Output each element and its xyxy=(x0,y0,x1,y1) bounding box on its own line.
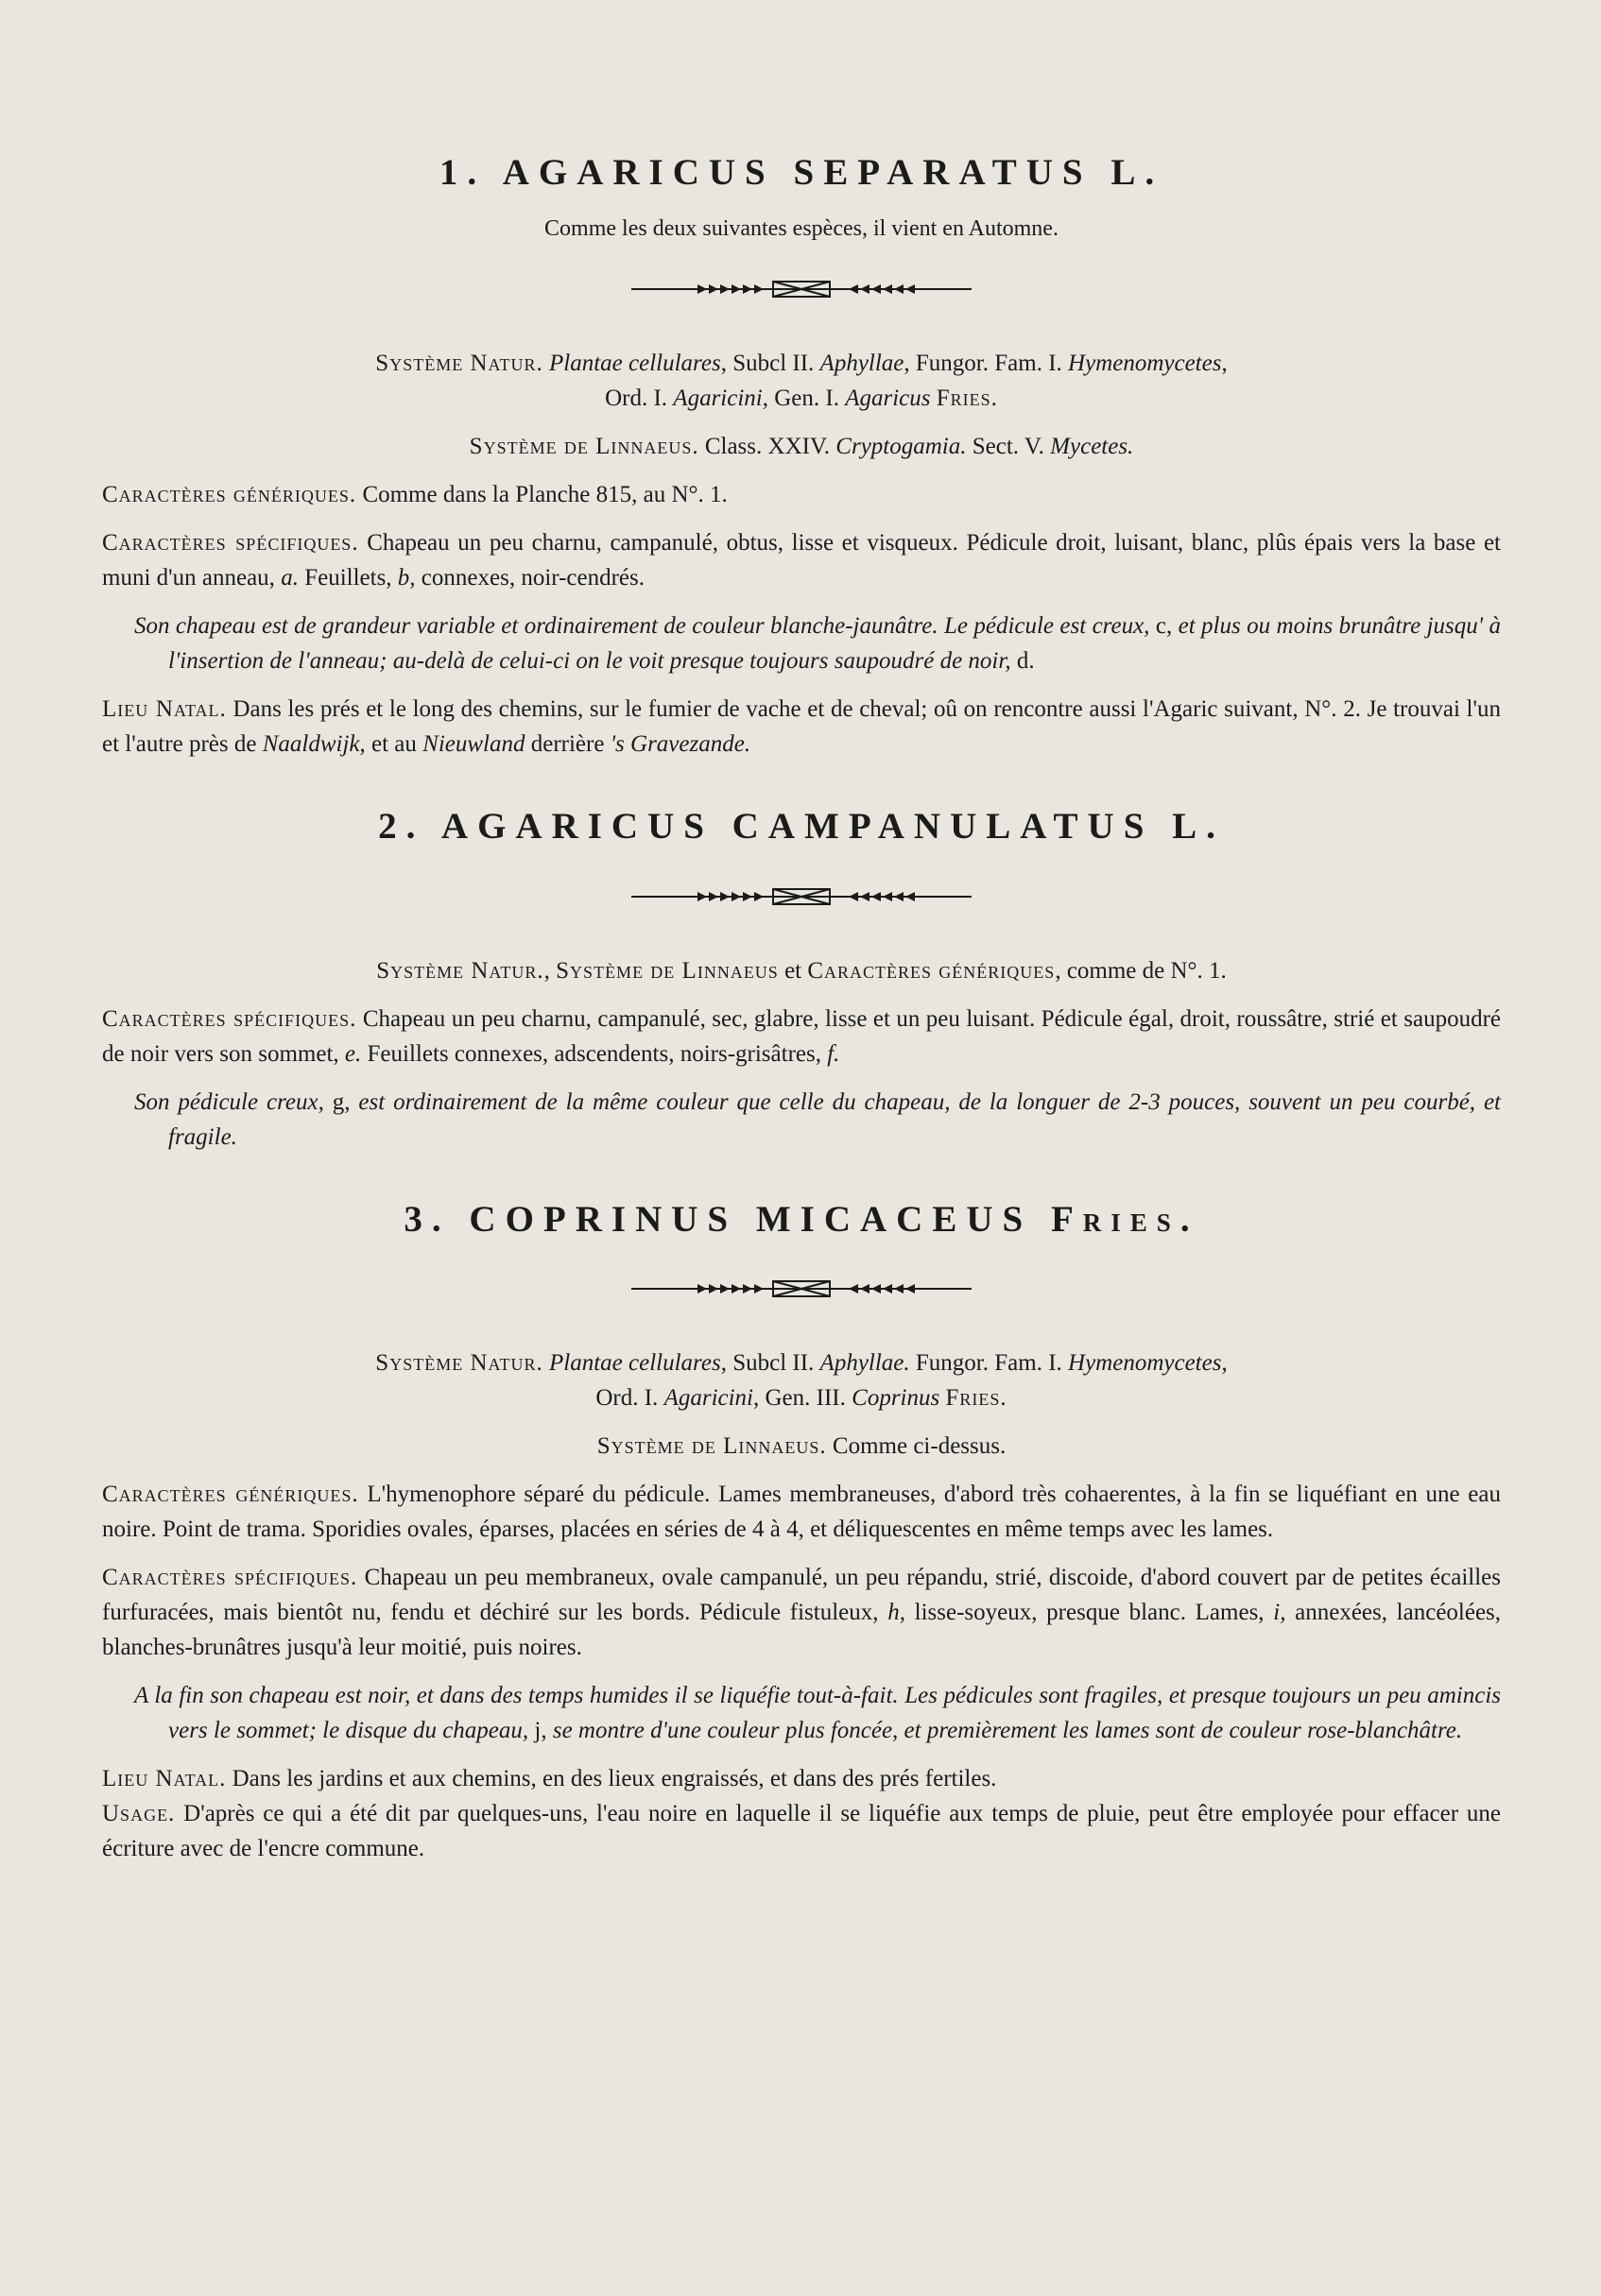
section-title: 1. AGARICUS SEPARATUS L. xyxy=(439,152,1164,193)
caracteres-generiques: Caractères génériques. L'hymenophore séparé du pédicule. Lames membraneuses, d'abord très cohaerentes, à la fin se liquéfiant en une eau noire. Point de trama. Sporidies ovales, éparses, placées en séries de 4 à 4, et déliquescentes en même temps avec les lames. xyxy=(102,1482,1502,1543)
ornament-divider xyxy=(631,887,972,906)
caracteres-specifiques: Caractères spécifiques. Chapeau un peu charnu, campanulé, sec, glabre, lisse et un peu luisant. Pédicule égal, droit, roussâtre, strié et saupoudré de noir vers son sommet, e. Feuillets connexes, adscendents, noirs-grisâtres, f. xyxy=(102,1005,1501,1067)
section-agaricus-campanulatus xyxy=(102,805,1501,1155)
systeme-linnaeus: Système de Linnaeus. Comme ci-dessus. xyxy=(596,1433,1007,1460)
section-coprinus-micaceus xyxy=(102,1198,1501,1867)
usage: Usage. D'après ce qui a été dit par quelques-uns, l'eau noire en laquelle il se liquéfie aux temps de pluie, peut être employée pour effacer une écriture avec de l'encre commune. xyxy=(102,1801,1501,1862)
systeme-linnaeus: Système de Linnaeus. Class. XXIV. Cryptogamia. Sect. V. Mycetes. xyxy=(469,433,1134,459)
lieu-natal: Lieu Natal. Dans les prés et le long des chemins, sur le fumier de vache et de cheval; oû on rencontre aussi l'Agaric suivant, N°. 2. Je trouvai l'un et l'autre près de Naaldwijk, et au Nieuwland derrière 's Gravezande. xyxy=(102,695,1501,757)
section-title: 3. COPRINUS MICACEUS Fries. xyxy=(404,1198,1199,1240)
ornament-divider xyxy=(631,280,972,299)
systeme-natur: Système Natur. Plantae cellulares, Subcl II. Aphyllae. Fungor. Fam. I. Hymenomycetes, Ord. I. Agaricini, Gen. III. Coprinus Fries. xyxy=(375,1350,1228,1412)
caracteres-specifiques: Caractères spécifiques. Chapeau un peu membraneux, ovale campanulé, un peu répandu, strié, discoide, d'abord couvert par de petites écailles furfuracées, mais bientôt nu, fendu et déchiré sur les bords. Pédicule fistuleux, h, lisse-soyeux, presque blanc. Lames, i, annexées, lancéolées, blanches-brunâtres jusqu'à leur moitié, puis noires. xyxy=(102,1565,1502,1661)
italic-note: Son pédicule creux, g, est ordinairement de la même couleur que celle du chapeau, de la longuer de 2-3 pouces, souvent un peu courbé, et fragile. xyxy=(134,1088,1501,1150)
section-title: 2. AGARICUS CAMPANULATUS L. xyxy=(378,805,1225,847)
italic-note: A la fin son chapeau est noir, et dans des temps humides il se liquéfie tout-à-fait. Les pédicules sont fragiles, et presque toujours un peu amincis vers le sommet; le disque du chapeau, j, se montre d'une couleur plus foncée, et premièrement les lames sont de couleur rose-blanchâtre. xyxy=(134,1683,1501,1744)
systeme-reference: Système Natur., Système de Linnaeus et Caractères génériques, comme de N°. 1. xyxy=(376,957,1227,984)
systeme-natur: Système Natur. Plantae cellulares, Subcl II. Aphyllae, Fungor. Fam. I. Hymenomycetes, Ord. I. Agaricini, Gen. I. Agaricus Fries. xyxy=(375,350,1228,411)
caracteres-specifiques: Caractères spécifiques. Chapeau un peu charnu, campanulé, obtus, lisse et visqueux. Pédicule droit, luisant, blanc, plûs épais vers la base et muni d'un anneau, a. Feuillets, b, connexes, noir-cendrés. xyxy=(102,529,1501,591)
italic-note: Son chapeau est de grandeur variable et ordinairement de couleur blanche-jaunâtre. Le pédicule est creux, c, et plus ou moins brunâtre jusqu' à l'insertion de l'anneau; au-delà de celui-ci on le voit presque toujours saupoudré de noir, d. xyxy=(134,612,1502,674)
section-agaricus-separatus xyxy=(102,151,1501,762)
section-subtitle: Comme les deux suivantes espèces, il vient en Automne. xyxy=(544,215,1059,241)
lieu-natal: Lieu Natal. Dans les jardins et aux chemins, en des lieux engraissés, et dans des prés fertiles. xyxy=(102,1766,997,1792)
ornament-divider xyxy=(631,1279,972,1298)
caracteres-generiques: Caractères génériques. Comme dans la Planche 815, au N°. 1. xyxy=(102,481,728,507)
